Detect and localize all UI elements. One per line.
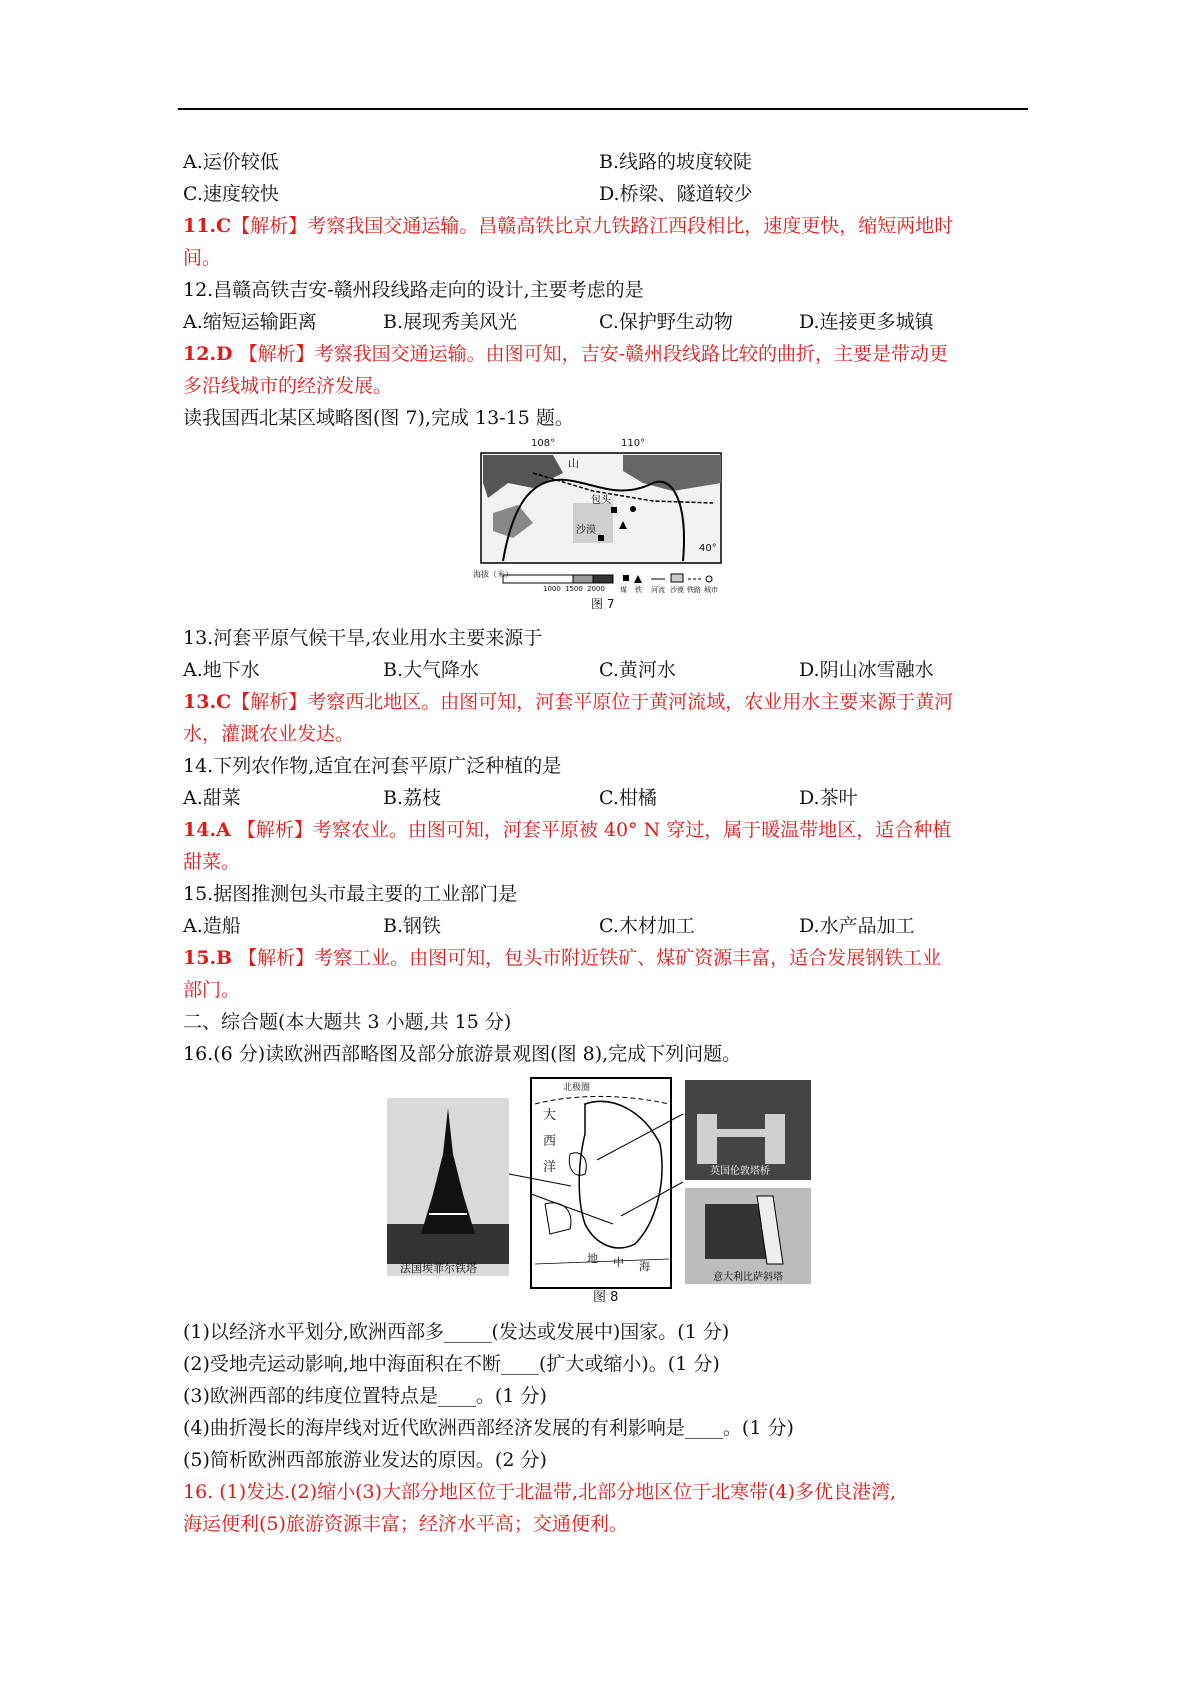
fig7-legend-river: 河流 [651,586,665,594]
answer-15-number: 15.B [183,947,233,969]
q16-stem: 16.(6 分)读欧洲西部略图及部分旅游景观图(图 8),完成下列问题。 [183,1043,742,1065]
fig7-legend-city: 城市 [704,586,718,594]
q16-part-1: (1)以经济水平划分,欧洲西部多_____(发达或发展中)国家。(1 分) [183,1321,730,1343]
fig7-label-shan: 山 [568,457,579,470]
answer-15-line1 [183,946,941,970]
q15-option-d: D.水产品加工 [799,915,915,937]
figure-8 [385,1074,815,1304]
q15-option-a: A.造船 [183,915,241,937]
q12-option-c: C.保护野生动物 [599,311,733,333]
fig7-lat-40: 40° [699,543,717,554]
q13-stem: 13.河套平原气候干旱,农业用水主要来源于 [183,627,543,649]
answer-15-text: 【解析】考察工业。由图可知，包头市附近铁矿、煤矿资源丰富，适合发展钢铁工业 [232,947,942,969]
answer-16-line1: 16. (1)发达.(2)缩小(3)大部分地区位于北温带,北部分地区位于北寒带(4)多优良港湾, [183,1481,897,1503]
q13-option-d: D.阴山冰雪融水 [799,659,934,681]
fig8-label-ocean-3: 洋 [543,1160,557,1175]
answer-12-line2: 多沿线城市的经济发展。 [183,375,393,397]
answer-14-line2: 甜菜。 [183,851,241,873]
fig7-legend-tick: 1500 [565,585,583,593]
q16-part-3: (3)欧洲西部的纬度位置特点是____。(1 分) [183,1385,547,1407]
q14-option-c: C.柑橘 [599,787,657,809]
fig7-legend-altitude: 海拔（米） [473,570,513,579]
section-2-heading: 二、综合题(本大题共 3 小题,共 15 分) [183,1011,512,1033]
answer-12-text: 【解析】考察我国交通运输。由图可知，吉安-赣州段线路比较的曲折，主要是带动更 [232,343,949,365]
fig8-label-ocean-2: 西 [543,1134,557,1149]
answer-15-line2: 部门。 [183,979,241,1001]
fig8-label-sea-3: 海 [639,1260,650,1273]
figure-7 [473,438,727,611]
header-rule [178,108,1028,110]
fig7-legend-desert: 沙漠 [670,586,684,594]
fig8-label-sea-1: 地 [587,1252,598,1265]
fig8-label-sea-2: 中 [613,1256,624,1269]
q14-option-a: A.甜菜 [183,787,241,809]
q12-option-b: B.展现秀美风光 [383,311,518,333]
answer-12-number: 12.D [183,343,233,365]
q14-option-d: D.茶叶 [799,787,858,809]
answer-13-number: 13.C [183,691,232,713]
answer-13-text: 【解析】考察西北地区。由图可知，河套平原位于黄河流域，农业用水主要来源于黄河 [231,691,954,713]
fig7-legend-coal: 煤 [620,586,627,594]
fig7-caption: 图 7 [591,597,615,611]
answer-11-line2: 间。 [183,247,222,269]
q13-option-c: C.黄河水 [599,659,676,681]
answer-14-number: 14.A [183,819,231,841]
q12-option-a: A.缩短运输距离 [183,311,317,333]
q14-stem: 14.下列农作物,适宜在河套平原广泛种植的是 [183,755,562,777]
answer-16-line2: 海运便利(5)旅游资源丰富；经济水平高；交通便利。 [183,1513,628,1535]
q13-option-b: B.大气降水 [383,659,480,681]
q16-part-4: (4)曲折漫长的海岸线对近代欧洲西部经济发展的有利影响是____。(1 分) [183,1417,794,1439]
answer-12-line1 [183,342,948,366]
intro-13-15: 读我国西北某区域略图(图 7),完成 13-15 题。 [183,407,574,429]
q12-stem: 12.昌赣高铁吉安-赣州段线路走向的设计,主要考虑的是 [183,279,644,301]
fig8-caption-pisa: 意大利比萨斜塔 [713,1272,783,1283]
fig7-legend-railway: 铁路 [687,586,701,594]
fig8-label-ocean-1: 大 [543,1108,557,1123]
q15-option-b: B.钢铁 [383,915,442,937]
answer-14-line1 [183,818,951,842]
answer-11-number: 11.C [183,215,232,237]
q14-option-b: B.荔枝 [383,787,442,809]
q10-option-d: D.桥梁、隧道较少 [599,183,753,205]
q10-option-c: C.速度较快 [183,183,279,205]
q16-part-5: (5)简析欧洲西部旅游业发达的原因。(2 分) [183,1449,547,1471]
answer-13-line1 [183,690,953,714]
fig7-legend-iron: 铁 [635,586,642,594]
answer-13-line2: 水，灌溉农业发达。 [183,723,355,745]
answer-11-text: 【解析】考察我国交通运输。昌赣高铁比京九铁路江西段相比，速度更快，缩短两地时 [231,215,954,237]
answer-11-line1 [183,214,953,238]
fig8-caption-eiffel: 法国埃菲尔铁塔 [400,1262,477,1275]
fig7-legend-tick: 1000 [543,585,561,593]
fig7-label-shamo: 沙漠 [576,525,596,536]
q10-option-a: A.运价较低 [183,151,279,173]
answer-14-text: 【解析】考察农业。由图可知，河套平原被 40° N 穿过，属于暖温带地区，适合种植 [230,819,952,841]
fig7-lon-108: 108° [531,438,556,449]
q10-option-b: B.线路的坡度较陡 [599,151,753,173]
fig8-caption: 图 8 [593,1290,619,1305]
q13-option-a: A.地下水 [183,659,260,681]
q15-stem: 15.据图推测包头市最主要的工业部门是 [183,883,518,905]
fig8-caption-tower-bridge: 英国伦敦塔桥 [710,1166,770,1177]
q16-part-2: (2)受地壳运动影响,地中海面积在不断____(扩大或缩小)。(1 分) [183,1353,720,1375]
q12-option-d: D.连接更多城镇 [799,311,934,333]
fig8-arctic-circle: 北极圈 [563,1083,591,1093]
fig7-legend-tick: 2000 [587,585,605,593]
fig7-label-baotou: 包头 [591,495,611,506]
fig7-lon-110: 110° [621,438,646,449]
q15-option-c: C.木材加工 [599,915,695,937]
